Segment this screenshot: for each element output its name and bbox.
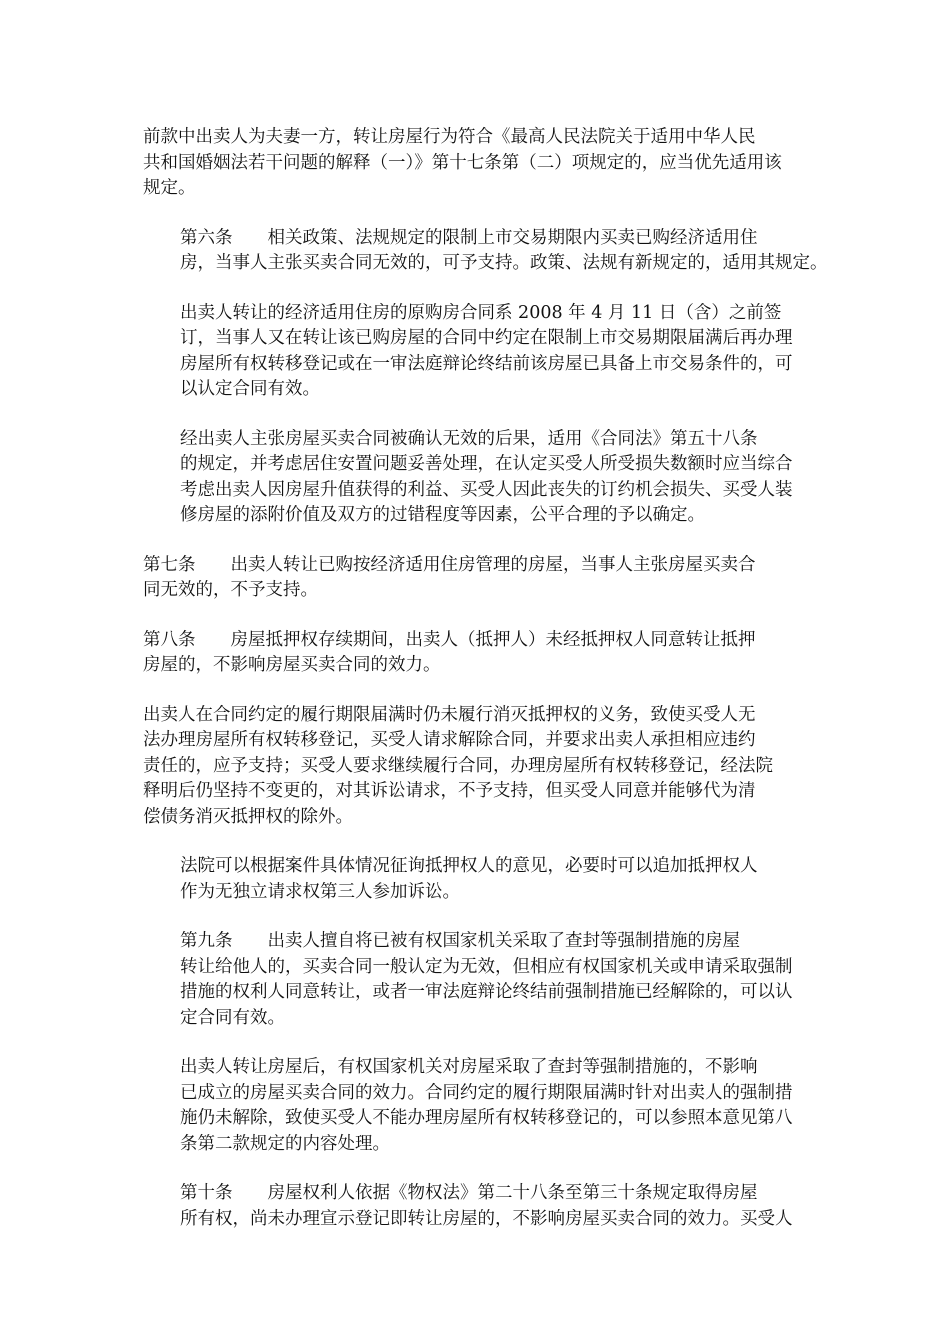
paragraph [143, 1181, 808, 1232]
text-line: 法办理房屋所有权转移登记，买受人请求解除合同，并要求出卖人承担相应违约 [143, 730, 756, 750]
text-line: 共和国婚姻法若干问题的解释（一）》第十七条第（二）项规定的，应当优先适用该 [143, 152, 782, 173]
paragraph [143, 427, 808, 529]
text-line: 出卖人转让房屋后，有权国家机关对房屋采取了查封等强制措施的，不影响 [180, 1057, 758, 1077]
paragraph [143, 125, 808, 202]
text-line: 第十条 房屋权利人依据《物权法》第二十八条至第三十条规定取得房屋 [180, 1183, 758, 1203]
text-line: 第六条 相关政策、法规规定的限制上市交易期限内买卖已购经济适用住 [180, 227, 758, 248]
text-line: 第九条 出卖人擅自将已被有权国家机关采取了查封等强制措施的房屋 [180, 931, 740, 951]
paragraph [143, 301, 808, 403]
text-line: 房屋所有权转移登记或在一审法庭辩论终结前该房屋已具备上市交易条件的，可 [180, 353, 793, 374]
text-line: 规定。 [143, 178, 196, 198]
text-line: 出卖人转让的经济适用住房的原购房合同系 2008 年 4 月 11 日（含）之前签 [180, 302, 782, 323]
text-line: 转让给他人的，买卖合同一般认定为无效，但相应有权国家机关或申请采取强制 [180, 956, 793, 977]
text-line: 的规定，并考虑居住安置问题妥善处理，在认定买受人所受损失数额时应当综合 [180, 454, 793, 474]
paragraph [143, 1055, 808, 1157]
text-line: 同无效的，不予支持。 [143, 580, 318, 600]
paragraph [143, 929, 808, 1031]
text-line: 出卖人在合同约定的履行期限届满时仍未履行消灭抵押权的义务，致使买受人无 [143, 704, 756, 725]
text-line: 订，当事人又在转让该已购房屋的合同中约定在限制上市交易期限届满后再办理 [180, 328, 793, 348]
paragraph [143, 854, 808, 905]
text-line: 房屋的，不影响房屋买卖合同的效力。 [143, 655, 441, 675]
text-line: 前款中出卖人为夫妻一方，转让房屋行为符合《最高人民法院关于适用中华人民 [143, 127, 756, 147]
text-line: 房，当事人主张买卖合同无效的，可予支持。政策、法规有新规定的，适用其规定。 [180, 253, 828, 273]
paragraph [143, 628, 808, 679]
text-line: 偿债务消灭抵押权的除外。 [143, 806, 353, 827]
paragraph [143, 553, 808, 604]
text-line: 第八条 房屋抵押权存续期间，出卖人（抵押人）未经抵押权人同意转让抵押 [143, 629, 756, 650]
text-line: 定合同有效。 [180, 1007, 285, 1028]
text-line: 条第二款规定的内容处理。 [180, 1133, 390, 1154]
text-line: 措施的权利人同意转让，或者一审法庭辩论终结前强制措施已经解除的，可以认 [180, 982, 793, 1002]
text-line: 所有权，尚未办理宣示登记即转让房屋的，不影响房屋买卖合同的效力。买受人 [180, 1208, 793, 1229]
text-line: 第七条 出卖人转让已购按经济适用住房管理的房屋，当事人主张房屋买卖合 [143, 554, 756, 575]
paragraph [143, 226, 828, 277]
text-line: 考虑出卖人因房屋升值获得的利益、买受人因此丧失的订约机会损失、买受人装 [180, 479, 793, 500]
text-line: 施仍未解除，致使买受人不能办理房屋所有权转移登记的，可以参照本意见第八 [180, 1108, 793, 1128]
text-line: 释明后仍坚持不变更的，对其诉讼请求，不予支持，但买受人同意并能够代为清 [143, 781, 756, 801]
text-line: 以认定合同有效。 [180, 379, 320, 399]
text-line: 已成立的房屋买卖合同的效力。合同约定的履行期限届满时针对出卖人的强制措 [180, 1082, 793, 1103]
text-line: 法院可以根据案件具体情况征询抵押权人的意见，必要时可以追加抵押权人 [180, 856, 758, 876]
text-line: 作为无独立请求权第三人参加诉讼。 [180, 881, 460, 902]
text-line: 责任的，应予支持；买受人要求继续履行合同，办理房屋所有权转移登记，经法院 [143, 755, 773, 776]
document-body [143, 125, 828, 1256]
text-line: 经出卖人主张房屋买卖合同被确认无效的后果，适用《合同法》第五十八条 [180, 428, 758, 449]
paragraph [143, 703, 808, 831]
text-line: 修房屋的添附价值及双方的过错程度等因素，公平合理的予以确定。 [180, 505, 705, 525]
